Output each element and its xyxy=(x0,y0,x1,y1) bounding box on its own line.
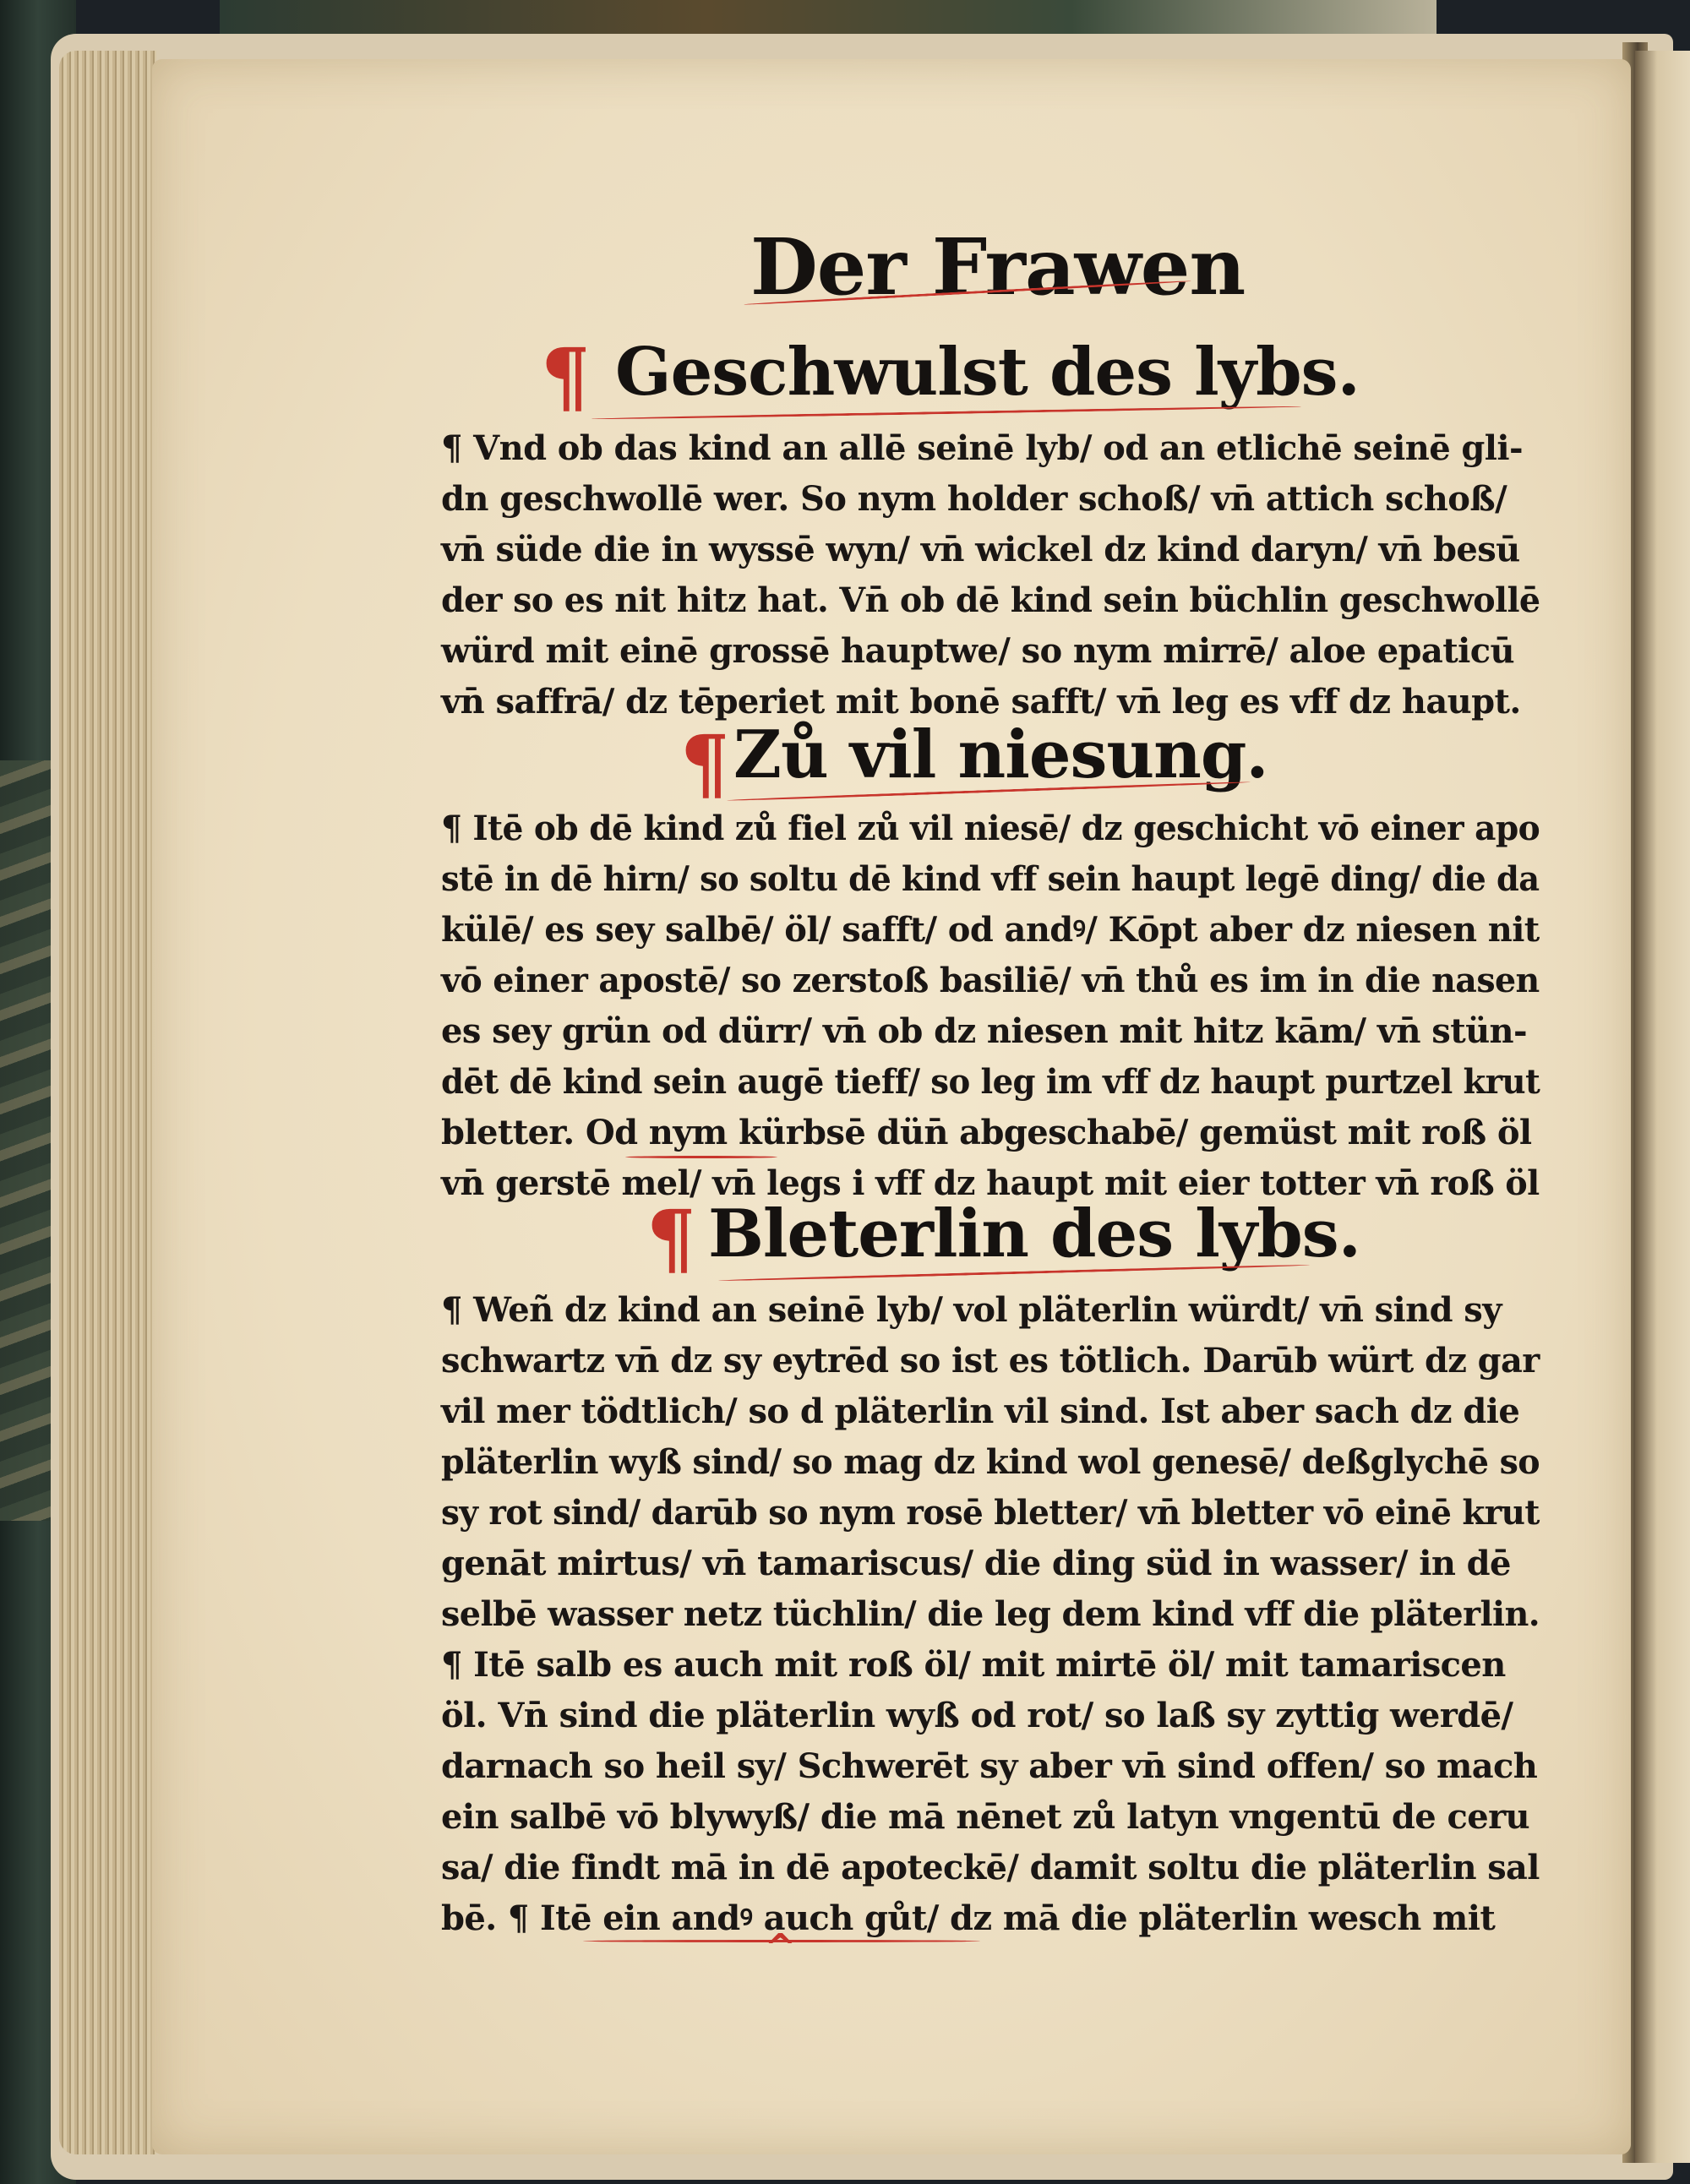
text-line: sy rot sind/ darūb so nym rosē bletter/ vn̄ bletter vō einē krut xyxy=(441,1493,1540,1533)
text-line: vō einer apostē/ so zerstoß basiliē/ vn̄ thů es im in die nasen xyxy=(441,961,1540,1000)
text-line: pläterlin wyß sind/ so mag dz kind wol genesē/ deßglychē so xyxy=(441,1442,1540,1482)
rubric-pilcrow: ¶ xyxy=(541,331,591,422)
text-line: vn̄ gerstē mel/ vn̄ legs i vff dz haupt mit eier totter vn̄ roß öl xyxy=(441,1163,1540,1203)
text-line: öl. Vn̄ sind die pläterlin wyß od rot/ so laß sy zyttig werdē/ xyxy=(441,1696,1513,1735)
text-line: bletter. Od nym kürbsē dün̄ abgeschabē/ gemüst mit roß öl xyxy=(441,1113,1532,1152)
rubric-pilcrow: ¶ xyxy=(646,1193,696,1284)
running-head: Der Frawen xyxy=(750,221,1246,313)
caret-mark: ^ xyxy=(765,1926,796,1969)
section-heading-3: Bleterlin des lybs. xyxy=(708,1195,1360,1272)
rubric-pilcrow: ¶ xyxy=(680,718,730,809)
text-line: schwartz vn̄ dz sy eytrēd so ist es tötlich. Darūb würt dz gar xyxy=(441,1341,1540,1381)
text-line: ein salbē vō blywyß/ die mā nēnet zů latyn vngentū de ceru xyxy=(441,1797,1530,1837)
text-line: stē in dē hirn/ so soltu dē kind vff sein haupt legē ding/ die da xyxy=(441,859,1540,899)
text-line: würd mit einē grossē hauptwe/ so nym mirrē/ aloe epaticū xyxy=(441,631,1514,671)
text-line: külē/ es sey salbē/ öl/ safft/ od andꝰ/ Kōpt aber dz niesen nit xyxy=(441,910,1540,950)
text-line: dēt dē kind sein augē tieff/ so leg im vff dz haupt purtzel krut xyxy=(441,1062,1540,1102)
text-line: der so es nit hitz hat. Vn̄ ob dē kind sein büchlin geschwollē xyxy=(441,580,1540,620)
text-line: ¶ Itē ob dē kind zů fiel zů vil niesē/ dz geschicht vō einer apo xyxy=(441,809,1540,848)
section-heading-2: Zů vil niesung. xyxy=(733,716,1268,793)
text-line: bē. ¶ Itē ein andꝰ auch gůt/ dz mā die pläterlin wesch mit xyxy=(441,1898,1496,1938)
text-line: vn̄ saffrā/ dz tēperiet mit bonē safft/ vn̄ leg es vff dz haupt. xyxy=(441,682,1521,722)
text-line: es sey grün od dürr/ vn̄ ob dz niesen mit hitz kām/ vn̄ stün- xyxy=(441,1011,1528,1051)
text-line: ¶ Vnd ob das kind an allē seinē lyb/ od an etlichē seinē gli- xyxy=(441,428,1523,468)
text-line: dn geschwollē wer. So nym holder schoß/ vn̄ attich schoß/ xyxy=(441,479,1507,519)
text-line: vn̄ süde die in wyssē wyn/ vn̄ wickel dz kind daryn/ vn̄ besū xyxy=(441,530,1520,569)
text-line: ¶ Weñ dz kind an seinē lyb/ vol pläterlin würdt/ vn̄ sind sy xyxy=(441,1290,1502,1330)
rubric-underline xyxy=(625,1156,777,1158)
text-line: sa/ die findt mā in dē apoteckē/ damit soltu die pläterlin sal xyxy=(441,1848,1540,1887)
text-line: vil mer tödtlich/ so d pläterlin vil sind. Ist aber sach dz die xyxy=(441,1392,1520,1431)
text-line: genāt mirtus/ vn̄ tamariscus/ die ding süd in wasser/ in dē xyxy=(441,1544,1511,1583)
text-line: darnach so heil sy/ Schwerēt sy aber vn̄ sind offen/ so mach xyxy=(441,1746,1538,1786)
section-heading-1: Geschwulst des lybs. xyxy=(615,334,1360,411)
text-line: selbē wasser netz tüchlin/ die leg dem kind vff die pläterlin. xyxy=(441,1594,1540,1634)
text-line: ¶ Itē salb es auch mit roß öl/ mit mirtē öl/ mit tamariscen xyxy=(441,1645,1506,1685)
